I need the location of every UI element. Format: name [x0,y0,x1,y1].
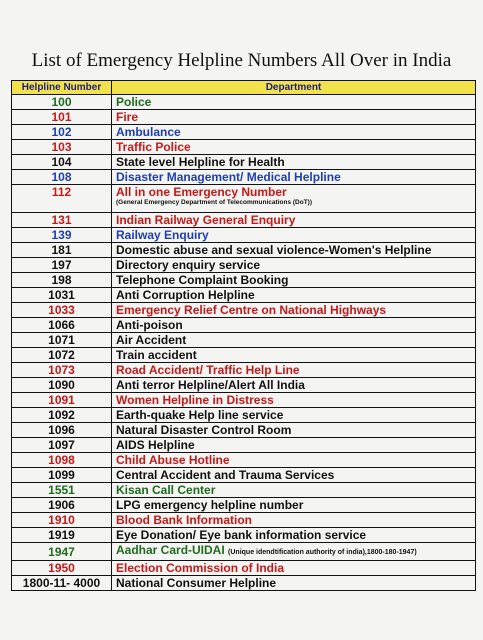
department-name: Police [116,95,152,109]
helpline-number-cell: 1090 [12,378,112,393]
helpline-number-cell: 1073 [12,363,112,378]
table-row [12,468,476,483]
helpline-number-cell: 1071 [12,333,112,348]
department-cell [112,140,476,155]
table-row [12,110,476,125]
helpline-number-cell: 1098 [12,453,112,468]
department-cell [112,170,476,185]
department-cell [112,498,476,513]
department-cell [112,513,476,528]
header-department: Department [112,81,476,95]
department-name: Telephone Complaint Booking [116,273,289,287]
table-row [12,140,476,155]
table-row [12,561,476,576]
helpline-number-cell: 1091 [12,393,112,408]
department-name: National Consumer Helpline [116,576,277,590]
department-cell [112,423,476,438]
department-cell [112,453,476,468]
department-name: Domestic abuse and sexual violence-Women's Helpline [116,243,432,257]
table-row [12,453,476,468]
table-row [12,576,476,591]
helpline-number-cell: 1031 [12,288,112,303]
table-row [12,348,476,363]
table-row [12,513,476,528]
table-row [12,333,476,348]
department-name: Ambulance [116,125,181,139]
table-row [12,170,476,185]
helpline-number-cell: 1099 [12,468,112,483]
department-name: Air Accident [116,333,187,347]
department-cell [112,408,476,423]
table-row [12,408,476,423]
table-row [12,393,476,408]
helpline-number-cell: 1910 [12,513,112,528]
table-row [12,318,476,333]
department-name: Eye Donation/ Eye bank information service [116,528,367,542]
helpline-number-cell: 112 [12,185,112,213]
helpline-number-cell: 101 [12,110,112,125]
table-row [12,95,476,110]
helpline-number-cell: 104 [12,155,112,170]
header-helpline-number: Helpline Number [12,81,112,95]
department-cell [112,213,476,228]
department-name: Natural Disaster Control Room [116,423,292,437]
department-cell [112,393,476,408]
department-cell [112,273,476,288]
department-name: All in one Emergency Number [116,185,287,199]
helpline-number-cell: 1551 [12,483,112,498]
helpline-number-cell: 1097 [12,438,112,453]
department-name: Train accident [116,348,197,362]
helpline-number-cell: 1033 [12,303,112,318]
department-name: LPG emergency helpline number [116,498,304,512]
table-body [12,95,476,591]
table-row [12,528,476,543]
helpline-number-cell: 131 [12,213,112,228]
helpline-number-cell: 197 [12,258,112,273]
table-row [12,228,476,243]
helpline-number-cell: 181 [12,243,112,258]
department-name: Central Accident and Trauma Services [116,468,335,482]
department-name: Anti Corruption Helpline [116,288,255,302]
department-cell [112,543,476,561]
department-cell [112,576,476,591]
table-row [12,483,476,498]
table-row [12,243,476,258]
department-cell [112,378,476,393]
table-row [12,543,476,561]
helpline-number-cell: 1072 [12,348,112,363]
department-note: (General Emergency Department of Telecommunications (DoT)) [116,199,312,206]
department-name: Election Commission of India [116,561,285,575]
department-name: Indian Railway General Enquiry [116,213,296,227]
department-name: Blood Bank Information [116,513,252,527]
department-cell [112,468,476,483]
department-cell [112,288,476,303]
department-cell [112,333,476,348]
helpline-number-cell: 102 [12,125,112,140]
department-name: Child Abuse Hotline [116,453,230,467]
department-name: Directory enquiry service [116,258,261,272]
department-cell [112,110,476,125]
department-name: Anti-poison [116,318,183,332]
table-row [12,438,476,453]
department-name: Anti terror Helpline/Alert All India [116,378,305,392]
helpline-number-cell: 100 [12,95,112,110]
department-inline-note: (Unique idendtification authority of india),1800-180-1947) [228,549,417,556]
department-name: Kisan Call Center [116,483,216,497]
helpline-number-cell: 1096 [12,423,112,438]
helpline-number-cell: 139 [12,228,112,243]
department-name: Fire [116,110,139,124]
department-cell [112,155,476,170]
department-cell [112,438,476,453]
department-name: Women Helpline in Distress [116,393,274,407]
table-row [12,378,476,393]
department-name: Railway Enquiry [116,228,209,242]
helpline-table [11,80,476,591]
department-cell [112,528,476,543]
department-cell [112,363,476,378]
helpline-number-cell: 1947 [12,543,112,561]
department-name: Aadhar Card-UIDAI [116,543,225,557]
department-cell [112,125,476,140]
department-name: State level Helpline for Health [116,155,285,169]
department-name: AIDS Helpline [116,438,195,452]
helpline-number-cell: 103 [12,140,112,155]
department-cell [112,258,476,273]
department-cell [112,348,476,363]
helpline-number-cell: 1919 [12,528,112,543]
helpline-number-cell: 1066 [12,318,112,333]
department-cell [112,318,476,333]
page-title: List of Emergency Helpline Numbers All Over in India [31,50,452,71]
department-name: Emergency Relief Centre on National Highways [116,303,387,317]
table-row [12,288,476,303]
table-row [12,258,476,273]
department-cell [112,185,476,213]
table-row [12,125,476,140]
table-row [12,363,476,378]
table-row [12,273,476,288]
department-cell [112,483,476,498]
table-header-row [12,81,476,95]
table-row [12,423,476,438]
helpline-number-cell: 108 [12,170,112,185]
department-cell [112,243,476,258]
table-row [12,213,476,228]
department-name: Road Accident/ Traffic Help Line [116,363,300,377]
department-name: Disaster Management/ Medical Helpline [116,170,341,184]
department-cell [112,561,476,576]
helpline-number-cell: 1906 [12,498,112,513]
table-row [12,155,476,170]
department-cell [112,303,476,318]
helpline-number-cell: 1092 [12,408,112,423]
department-cell [112,228,476,243]
table-row [12,185,476,213]
table-row [12,303,476,318]
department-name: Traffic Police [116,140,191,154]
department-cell [112,95,476,110]
department-name: Earth-quake Help line service [116,408,284,422]
helpline-number-cell: 198 [12,273,112,288]
helpline-number-cell: 1950 [12,561,112,576]
table-row [12,498,476,513]
helpline-number-cell: 1800-11- 4000 [12,576,112,591]
